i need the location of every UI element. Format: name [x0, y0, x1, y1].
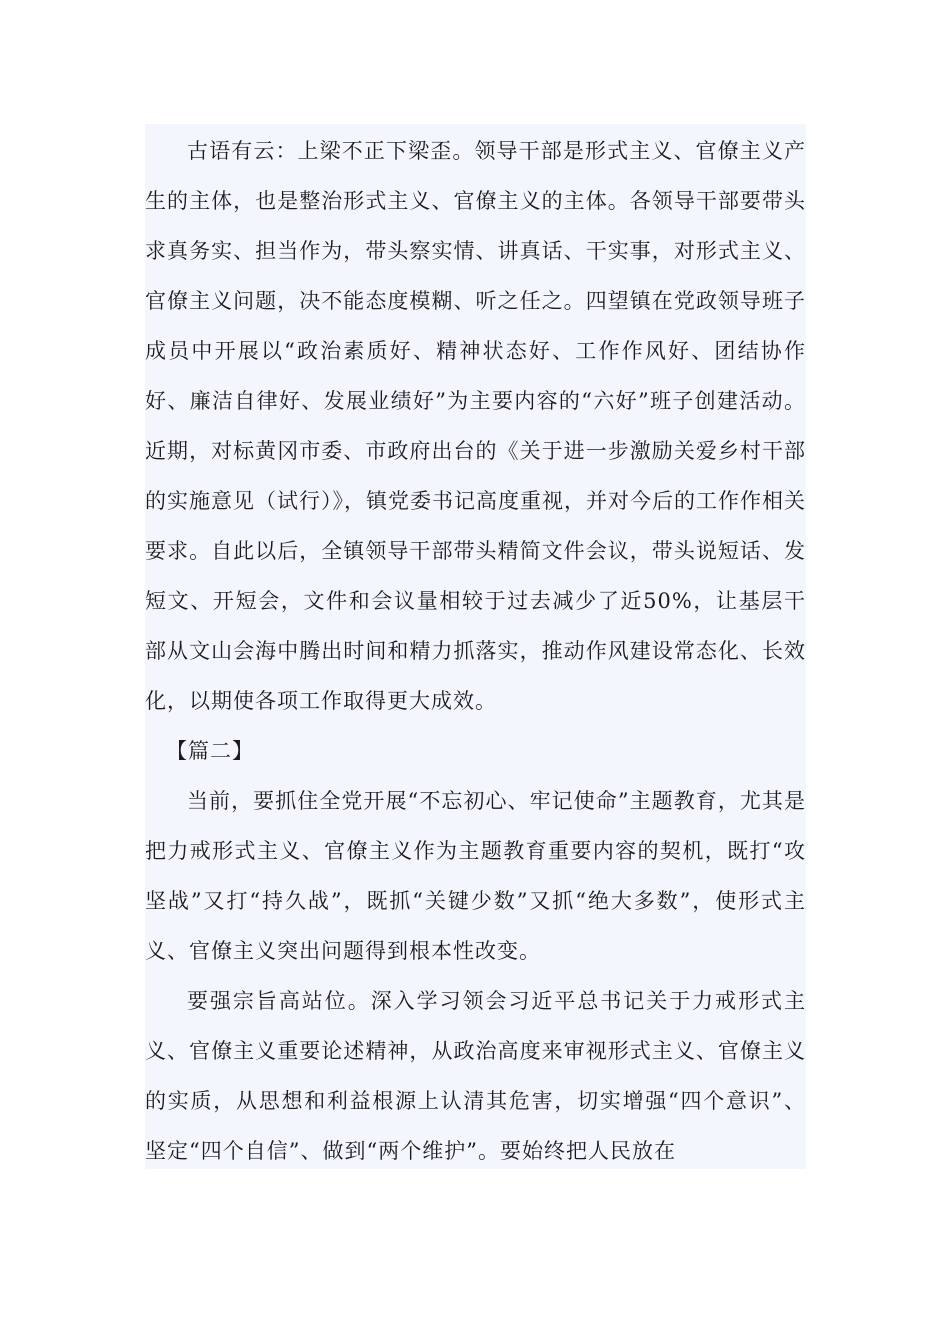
paragraph-3: 要强宗旨高站位。深入学习领会习近平总书记关于力戒形式主义、官僚主义重要论述精神，从政治高度来审视形式主义、官僚主义的实质，从思想和利益根源上认清其危害，切实增强“四个意识”、坚定“四个自信”、做到“两个维护”。要始终把人民放在: [145, 989, 806, 1163]
section-heading: 【篇二】: [166, 739, 254, 763]
document-text-block: [145, 124, 806, 1169]
document-body: [145, 124, 806, 1176]
paragraph-1: 古语有云：上梁不正下梁歪。领导干部是形式主义、官僚主义产生的主体，也是整治形式主义、官僚主义的主体。各领导干部要带头求真务实、担当作为，带头察实情、讲真话、干实事，对形式主义、官僚主义问题，决不能态度模糊、听之任之。四望镇在党政领导班子成员中开展以“政治素质好、精神状态好、工作作风好、团结协作好、廉洁自律好、发展业绩好”为主要内容的“六好”班子创建活动。近期，对标黄冈市委、市政府出台的《关于进一步激励关爱乡村干部的实施意见（试行）》，镇党委书记高度重视，并对今后的工作作相关要求。自此以后，全镇领导干部带头精简文件会议，带头说短话、发短文、开短会，文件和会议量相较于过去减少了近50%，让基层干部从文山会海中腾出时间和精力抓落实，推动作风建设常态化、长效化，以期使各项工作取得更大成效。: [145, 139, 806, 713]
paragraph-2: 当前，要抓住全党开展“不忘初心、牢记使命”主题教育，尤其是把力戒形式主义、官僚主义作为主题教育重要内容的契机，既打“攻坚战”又打“持久战”，既抓“关键少数”又抓“绝大多数”，使形式主义、官僚主义突出问题得到根本性改变。: [145, 789, 806, 963]
